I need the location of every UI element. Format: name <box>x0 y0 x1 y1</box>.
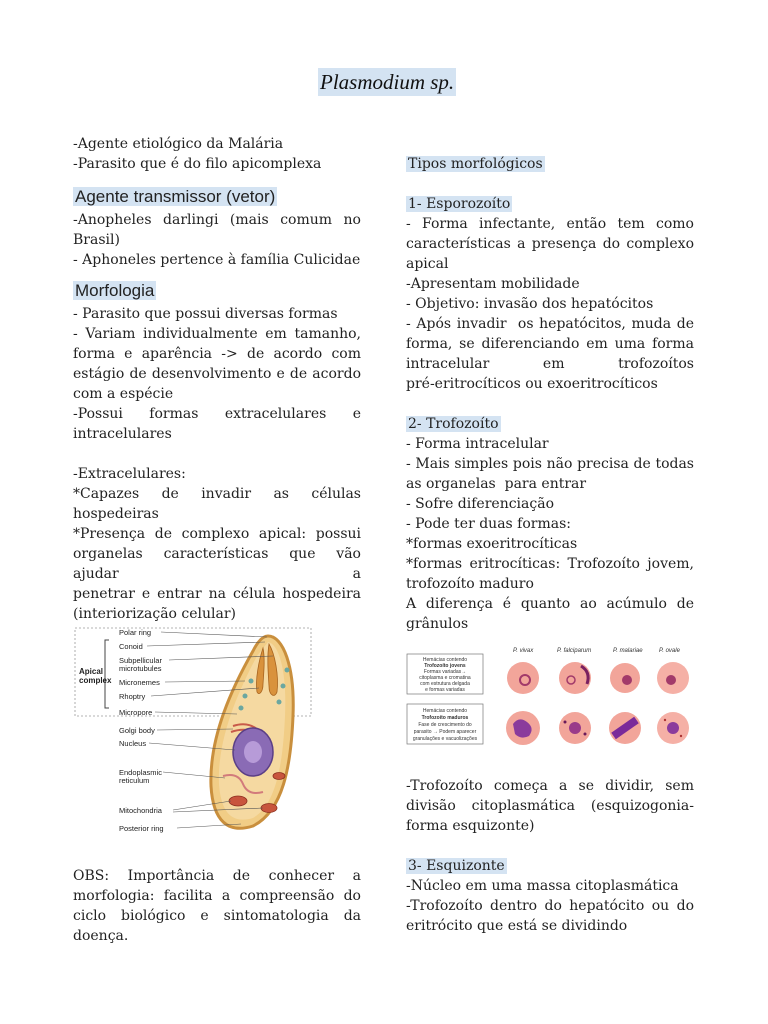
text-line: ciclo biológico e sintomatologia da <box>73 908 361 924</box>
text-line: apical <box>406 256 449 272</box>
tipos-heading: Tipos morfológicos <box>408 156 543 172</box>
obs-paragraph <box>73 866 361 946</box>
label-reticulum: reticulum <box>119 776 150 785</box>
left-column <box>73 134 366 624</box>
svg-text:parasito → Podem aparecer: parasito → Podem aparecer <box>413 729 477 735</box>
esquizonte-heading: 3- Esquizonte <box>408 858 505 874</box>
apical-label: complex <box>79 676 112 685</box>
text-line: morfologia: facilita a compreensão do <box>73 888 361 904</box>
svg-text:Fase de crescimento do: Fase de crescimento do <box>418 722 472 728</box>
morfologia-heading: Morfologia <box>75 281 155 300</box>
text-line: com a espécie <box>73 386 174 402</box>
svg-text:granulações e vacuolizações: granulações e vacuolizações <box>412 736 478 742</box>
text-line: -Anopheles darlingi (mais comum no <box>73 212 361 228</box>
text-line: - Após invadir os hepatócitos, muda de <box>406 316 694 332</box>
label-golgi: Golgi body <box>119 726 155 735</box>
text-line: Brasil) <box>73 232 120 248</box>
species-label: P. falciparum <box>557 648 592 654</box>
text-line: - Variam individualmente em tamanho, <box>73 326 361 342</box>
svg-text:Trofozoíto maduros: Trofozoíto maduros <box>421 715 469 721</box>
text-line: *Capazes de invadir as células <box>73 486 361 502</box>
text-line: - Forma infectante, então tem como <box>406 216 694 232</box>
label-er: Endoplasmic <box>119 768 162 777</box>
text-line: divisão citoplasmática (esquizogonia- <box>406 798 694 814</box>
apical-label: Apical <box>79 667 104 676</box>
text-line: eritrócito que está se dividindo <box>406 918 628 934</box>
svg-text:Formas variadas→: Formas variadas→ <box>423 669 467 675</box>
text-line: intracelular em trofozoítos <box>406 356 694 372</box>
text-line: as organelas para entrar <box>406 476 587 492</box>
text-line: - Mais simples pois não precisa de todas <box>406 456 694 472</box>
text-line: -Apresentam mobilidade <box>406 276 580 292</box>
svg-text:Trofozoíto jovens: Trofozoíto jovens <box>424 663 466 669</box>
text-line: pré-eritrocíticos ou exoeritrocíticos <box>406 376 658 392</box>
text-line: estágio de desenvolvimento e de acordo <box>73 366 361 382</box>
svg-text:com estrutura delgada: com estrutura delgada <box>420 681 470 687</box>
species-label: P. vivax <box>513 648 534 654</box>
species-label: P. malariae <box>613 648 643 654</box>
text-line: -Núcleo em uma massa citoplasmática <box>406 878 679 894</box>
text-line: hospedeiras <box>73 506 159 522</box>
text-line: - Aphoneles pertence à família Culicidae <box>73 252 361 268</box>
text-line: -Possui formas extracelulares e <box>73 406 361 422</box>
transmissor-heading: Agente transmissor (vetor) <box>75 187 276 206</box>
label-mitochondria: Mitochondria <box>119 806 162 815</box>
text-line: grânulos <box>406 616 469 632</box>
label-subpellicular: Subpellicular <box>119 656 162 665</box>
svg-text:Hemácias contendo: Hemácias contendo <box>422 708 468 714</box>
intro-line: -Agente etiológico da Malária <box>73 136 284 152</box>
label-micropore: Micropore <box>119 708 153 717</box>
text-line: - Objetivo: invasão dos hepatócitos <box>406 296 654 312</box>
text-line: forma, se diferenciando em uma forma <box>406 336 694 352</box>
text-line: - Forma intracelular <box>406 436 549 452</box>
svg-text:Hemácias contendo: Hemácias contendo <box>422 657 468 663</box>
label-posterior-ring: Posterior ring <box>119 824 164 833</box>
text-line: doença. <box>73 928 129 944</box>
text-line: -Trofozoíto dentro do hepatócito ou do <box>406 898 694 914</box>
intro-line: -Parasito que é do filo apicomplexa <box>73 156 322 172</box>
species-label: P. ovale <box>659 648 680 654</box>
page-title: Plasmodium sp. <box>320 70 455 94</box>
text-line: *Presença de complexo apical: possui <box>73 526 361 542</box>
text-line: A diferença é quanto ao acúmulo de <box>406 596 694 612</box>
text-line: - Parasito que possui diversas formas <box>73 306 338 322</box>
text-line: forma esquizonte) <box>406 818 535 834</box>
right-column <box>406 154 694 634</box>
text-line: -Extracelulares: <box>73 466 186 482</box>
label-microtubules: microtubules <box>119 664 162 673</box>
label-conoid: Conoid <box>119 642 143 651</box>
label-rhoptry: Rhoptry <box>119 692 146 701</box>
text-line: *formas exoeritrocíticas <box>406 536 578 552</box>
sporozoite-diagram <box>73 626 313 838</box>
label-micronemes: Micronemes <box>119 678 160 687</box>
text-line: - Pode ter duas formas: <box>406 516 571 532</box>
text-line: (interiorização celular) <box>73 606 237 622</box>
svg-text:citoplasma e cromatina: citoplasma e cromatina <box>419 675 471 681</box>
text-line: penetrar e entrar na célula hospedeira <box>73 586 361 602</box>
text-line: -Trofozoíto começa a se dividir, sem <box>406 778 694 794</box>
text-line: intracelulares <box>73 426 172 442</box>
text-line: forma e aparência -> de acordo com <box>73 346 361 362</box>
text-line: trofozoíto maduro <box>406 576 534 592</box>
text-line: OBS: Importância de conhecer a <box>73 868 361 884</box>
text-line: organelas características que vão ajudar a <box>73 546 366 582</box>
label-polar-ring: Polar ring <box>119 628 152 637</box>
label-nucleus: Nucleus <box>119 739 147 748</box>
esporozoito-heading: 1- Esporozoíto <box>408 196 511 212</box>
text-line: - Sofre diferenciação <box>406 496 554 512</box>
text-line: características a presença do complexo <box>406 236 694 252</box>
text-line: *formas eritrocíticas: Trofozoíto jovem, <box>406 556 694 572</box>
trofozoito-divide <box>406 776 694 936</box>
trofozoito-heading: 2- Trofozoíto <box>408 416 499 432</box>
trofozoito-figure <box>405 644 695 750</box>
svg-text:e formas variadas: e formas variadas <box>425 687 465 693</box>
